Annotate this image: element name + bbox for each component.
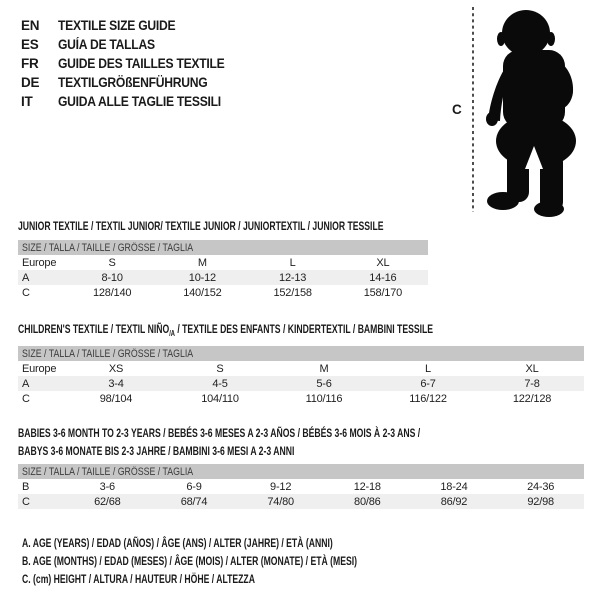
size-header-bar — [18, 346, 584, 361]
row-label: Europe — [22, 256, 57, 269]
language-row-fr — [21, 54, 243, 73]
note-age-months: B. AGE (MONTHS) / EDAD (MESES) / ÂGE (MOIS) / ALTER (MONATE) / ETÀ (MESI) — [22, 554, 358, 568]
children-table-title: CHILDREN'S TEXTILE / TEXTIL $NIÑO_{/A}$ / TEXTILE DES ENFANTS / KINDERTEXTIL / BAMBINI TESSILE — [18, 322, 434, 338]
language-row-en — [21, 16, 243, 35]
language-row-it — [21, 92, 243, 111]
table-row — [18, 391, 584, 406]
size-cell: 6-7 — [376, 376, 480, 391]
row-label: A — [18, 376, 64, 391]
size-cell: 7-8 — [480, 376, 584, 391]
language-header — [21, 16, 243, 111]
size-cell: 5-6 — [272, 376, 376, 391]
size-header-text: SIZE / TALLA / TAILLE / GRÖSSE / TAGLIA — [22, 241, 194, 254]
size-cell: 74/80 — [237, 494, 324, 509]
size-cell: 140/152 — [183, 286, 222, 299]
language-code: IT — [21, 94, 33, 109]
size-header-text: SIZE / TALLA / TAILLE / GRÖSSE / TAGLIA — [22, 465, 194, 478]
size-cell: 104/110 — [201, 392, 239, 405]
size-header-row — [18, 346, 584, 361]
note-height-cm: C. (cm) HEIGHT / ALTURA / HAUTEUR / HÖHE / ALTEZZA — [22, 572, 255, 586]
size-header-bar — [18, 240, 428, 255]
table-row — [18, 494, 584, 509]
row-label: C — [18, 494, 64, 509]
language-label: TEXTILGRÖßENFÜHRUNG — [58, 75, 208, 90]
language-label: GUIDA ALLE TAGLIE TESSILI — [58, 94, 221, 109]
size-cell: 4-5 — [168, 376, 272, 391]
size-cell: 122/128 — [512, 392, 552, 405]
size-cell: 158/170 — [363, 286, 403, 299]
size-cell: 18-24 — [440, 480, 468, 493]
baby-silhouette — [486, 10, 576, 217]
size-cell: S — [108, 256, 116, 269]
size-header-bar — [18, 464, 584, 479]
table-row — [18, 376, 584, 391]
size-cell: L — [289, 256, 296, 269]
size-cell: L — [425, 362, 431, 375]
size-cell: XL — [525, 362, 539, 375]
size-cell: 62/68 — [64, 494, 151, 509]
table-row — [18, 255, 428, 270]
language-label: GUIDE DES TAILLES TEXTILE — [58, 56, 225, 71]
size-cell: XL — [376, 256, 390, 269]
size-cell: M — [197, 256, 207, 269]
size-cell: 152/158 — [273, 286, 312, 299]
height-measure-label: C — [452, 102, 462, 117]
size-cell: 3-6 — [99, 480, 115, 493]
language-label: GUÍA DE TALLAS — [58, 37, 155, 52]
language-label: TEXTILE SIZE GUIDE — [58, 18, 176, 33]
babies-table-title: BABIES 3-6 MONTH TO 2-3 YEARS / BEBÉS 3-6 MESES A 2-3 AÑOS / BÉBÉS 3-6 MOIS À 2-3 ANS / BABYS 3-6 MONATE BIS 2-3 JAHRE / BAMBINI 3-6 MESI A 2-3 ANNI — [18, 426, 421, 458]
language-code: FR — [21, 56, 39, 71]
baby-silhouette-image — [440, 0, 600, 222]
size-cell: 12-13 — [248, 270, 338, 285]
size-cell: S — [216, 362, 224, 375]
language-row-de — [21, 73, 243, 92]
size-cell: 9-12 — [270, 480, 292, 493]
size-cell: 6-9 — [186, 480, 202, 493]
size-cell: 3-4 — [64, 376, 168, 391]
size-cell: 98/104 — [99, 392, 133, 405]
row-label: A — [18, 270, 67, 285]
size-cell: 116/122 — [409, 392, 447, 405]
language-code: ES — [21, 37, 39, 52]
language-code: EN — [21, 18, 40, 33]
size-cell: 80/86 — [324, 494, 411, 509]
size-header-text: SIZE / TALLA / TAILLE / GRÖSSE / TAGLIA — [22, 347, 194, 360]
language-row-es — [21, 35, 243, 54]
size-cell: 10-12 — [157, 270, 247, 285]
size-cell: 110/116 — [305, 392, 343, 405]
table-row — [18, 361, 584, 376]
babies-size-table — [18, 464, 584, 509]
size-header-row — [18, 240, 428, 255]
size-cell: 24-36 — [527, 480, 555, 493]
size-cell: 86/92 — [411, 494, 498, 509]
note-age-years: A. AGE (YEARS) / EDAD (AÑOS) / ÂGE (ANS) / ALTER (JAHRE) / ETÀ (ANNI) — [22, 536, 333, 550]
table-row — [18, 285, 428, 300]
size-cell: 68/74 — [151, 494, 238, 509]
row-label: C — [22, 392, 30, 405]
size-cell: M — [319, 362, 329, 375]
size-cell: 128/140 — [92, 286, 132, 299]
language-code: DE — [21, 75, 40, 90]
junior-table-title: JUNIOR TEXTILE / TEXTIL JUNIOR/ TEXTILE JUNIOR / JUNIORTEXTIL / JUNIOR TESSILE — [18, 219, 384, 233]
size-cell: 14-16 — [338, 270, 428, 285]
size-header-row — [18, 464, 584, 479]
size-cell: XS — [108, 362, 124, 375]
children-size-table — [18, 346, 584, 406]
size-cell: 12-18 — [353, 480, 381, 493]
size-cell: 92/98 — [497, 494, 584, 509]
row-label: B — [22, 480, 30, 493]
table-row — [18, 270, 428, 285]
junior-size-table — [18, 240, 428, 300]
table-row — [18, 479, 584, 494]
row-label: C — [22, 286, 30, 299]
size-cell: 8-10 — [67, 270, 157, 285]
row-label: Europe — [22, 362, 57, 375]
